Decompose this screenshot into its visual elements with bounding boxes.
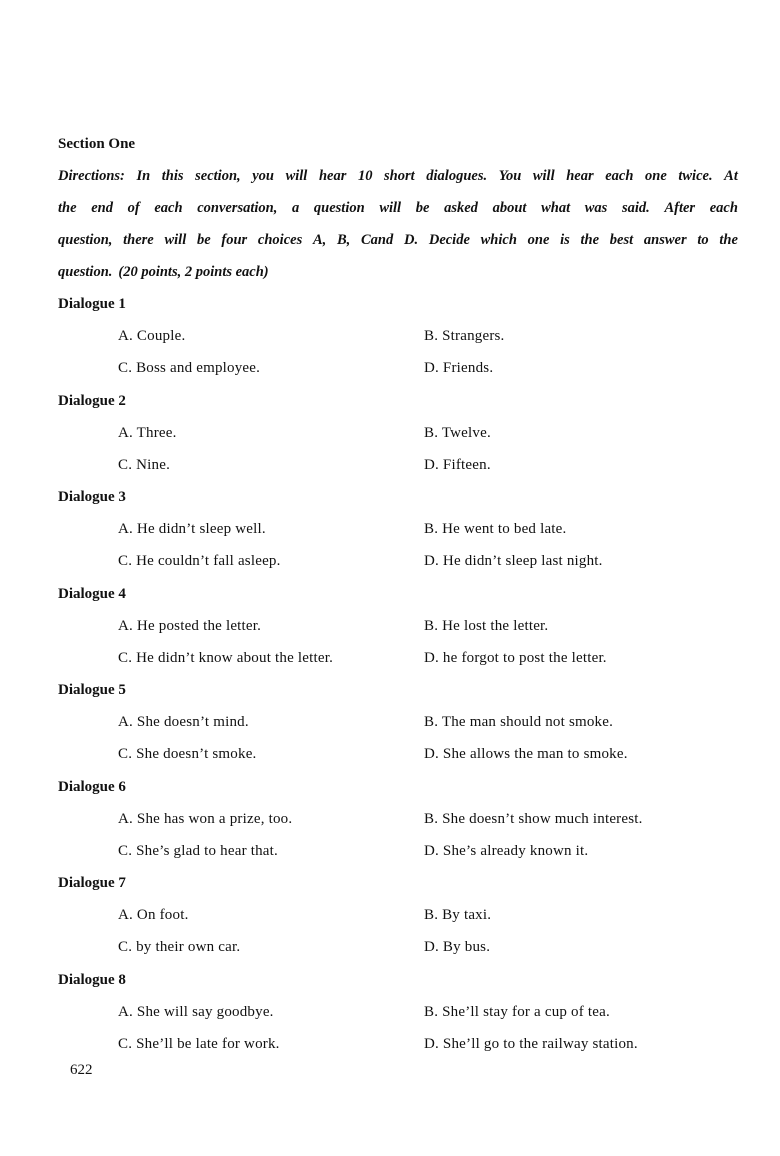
directions-word: best (609, 232, 634, 248)
option-b: B. She doesn’t show much interest. (424, 810, 643, 827)
option-b: B. She’ll stay for a cup of tea. (424, 1003, 610, 1020)
directions-line (58, 230, 738, 262)
dialogue-label: Dialogue 3 (58, 489, 126, 505)
option-b: B. Twelve. (424, 424, 491, 441)
page-number: 622 (70, 1062, 93, 1078)
directions-word: hear (566, 168, 594, 184)
option-c: C. He couldn’t fall asleep. (118, 553, 281, 569)
dialogue-3 (0, 487, 780, 584)
directions-word: you (252, 168, 274, 184)
option-d: D. He didn’t sleep last night. (424, 553, 603, 569)
option-d: D. By bus. (424, 939, 491, 955)
directions-word: said. (622, 200, 650, 216)
directions-line (58, 166, 738, 198)
directions-word: After (664, 200, 696, 216)
directions-word: this (161, 168, 184, 184)
dialogue-2 (0, 391, 780, 488)
directions-word: four (221, 232, 248, 248)
directions-word: one (527, 232, 550, 248)
option-b: B. He lost the letter. (424, 617, 549, 634)
directions-word: there (123, 232, 154, 248)
option-c: C. Boss and employee. (118, 360, 261, 376)
section-title: Section One (58, 136, 136, 152)
directions-word: Cand (361, 232, 394, 248)
directions-word: be (415, 200, 430, 216)
dialogue-7 (0, 873, 780, 970)
directions-word: each (605, 168, 634, 184)
dialogue-label: Dialogue 7 (58, 875, 126, 891)
directions-word: Directions: (58, 168, 125, 184)
directions-word: will (379, 200, 402, 216)
directions-word: question. (58, 264, 113, 280)
directions-word: D. (404, 232, 419, 248)
dialogue-label: Dialogue 6 (58, 778, 126, 795)
option-d: D. She’s already known it. (424, 842, 589, 859)
dialogue-list (0, 294, 780, 1066)
directions-word: what (541, 200, 571, 216)
option-b: B. By taxi. (424, 907, 492, 923)
option-a: A. Couple. (118, 328, 186, 344)
directions-word: A, (312, 232, 327, 248)
directions-word: be (196, 232, 211, 248)
option-d: D. Fifteen. (424, 456, 491, 473)
dialogue-4 (0, 584, 780, 681)
dialogue-6 (0, 777, 780, 874)
directions-word: the (580, 232, 600, 248)
option-a: A. She doesn’t mind. (118, 714, 249, 730)
option-a: A. He posted the letter. (118, 617, 262, 634)
option-a: A. She will say goodbye. (118, 1003, 274, 1020)
directions-word: of (127, 200, 140, 216)
directions-word: hear (318, 168, 347, 184)
option-a: A. Three. (118, 424, 177, 441)
option-c: C. She’s glad to hear that. (118, 842, 278, 859)
directions-word: the (58, 200, 77, 216)
dialogue-label: Dialogue 2 (58, 392, 126, 409)
directions-word: conversation, (197, 200, 278, 216)
directions-word: Decide (428, 232, 470, 248)
directions-word: about (492, 200, 527, 216)
option-d: D. She’ll go to the railway station. (424, 1035, 638, 1052)
directions-word: the (719, 232, 738, 248)
directions-word: will (285, 168, 308, 184)
directions-word: You (498, 168, 522, 184)
option-c: C. He didn’t know about the letter. (118, 649, 334, 666)
option-d: D. She allows the man to smoke. (424, 746, 628, 762)
directions-word: short (384, 168, 415, 184)
directions-word: which (480, 232, 517, 248)
directions-word: section, (195, 168, 241, 184)
directions-word: In (136, 168, 151, 184)
directions-word: each (709, 200, 738, 216)
option-c: C. Nine. (118, 456, 171, 473)
directions-word: will (164, 232, 187, 248)
dialogue-label: Dialogue 4 (58, 585, 126, 602)
directions-word: will (532, 168, 555, 184)
directions-word: 10 (357, 168, 373, 184)
directions-paragraph (58, 166, 738, 294)
dialogue-label: Dialogue 1 (58, 296, 126, 312)
directions-word: one (645, 168, 667, 184)
dialogue-1 (0, 294, 780, 391)
directions-line (58, 198, 738, 230)
directions-word: answer (643, 232, 687, 248)
option-b: B. Strangers. (424, 328, 505, 344)
directions-word: question (313, 200, 365, 216)
directions-word: was (584, 200, 608, 216)
option-b: B. He went to bed late. (424, 521, 567, 537)
directions-word: each (154, 200, 183, 216)
directions-word: end (91, 200, 113, 216)
option-c: C. She doesn’t smoke. (118, 746, 257, 762)
dialogue-5 (0, 680, 780, 777)
option-a: A. On foot. (118, 907, 189, 923)
directions-word: a (292, 200, 300, 216)
option-c: C. by their own car. (118, 939, 241, 955)
dialogue-8 (0, 970, 780, 1067)
directions-word: is (560, 232, 570, 248)
option-a: A. She has won a prize, too. (118, 810, 293, 827)
option-d: D. Friends. (424, 360, 494, 376)
directions-word: to (697, 232, 709, 248)
option-c: C. She’ll be late for work. (118, 1035, 280, 1052)
option-a: A. He didn’t sleep well. (118, 521, 266, 537)
directions-line (58, 262, 738, 294)
directions-word: question, (58, 232, 113, 248)
directions-word: dialogues. (426, 168, 488, 184)
directions-word: twice. (678, 168, 713, 184)
directions-word: asked (444, 200, 478, 216)
directions-word: choices (257, 232, 303, 248)
dialogue-label: Dialogue 8 (58, 971, 126, 988)
directions-word: At (724, 168, 738, 184)
directions-word: (20 points, 2 points each) (118, 264, 269, 280)
dialogue-label: Dialogue 5 (58, 682, 126, 698)
option-d: D. he forgot to post the letter. (424, 649, 607, 666)
directions-word: B, (336, 232, 351, 248)
option-b: B. The man should not smoke. (424, 714, 614, 730)
